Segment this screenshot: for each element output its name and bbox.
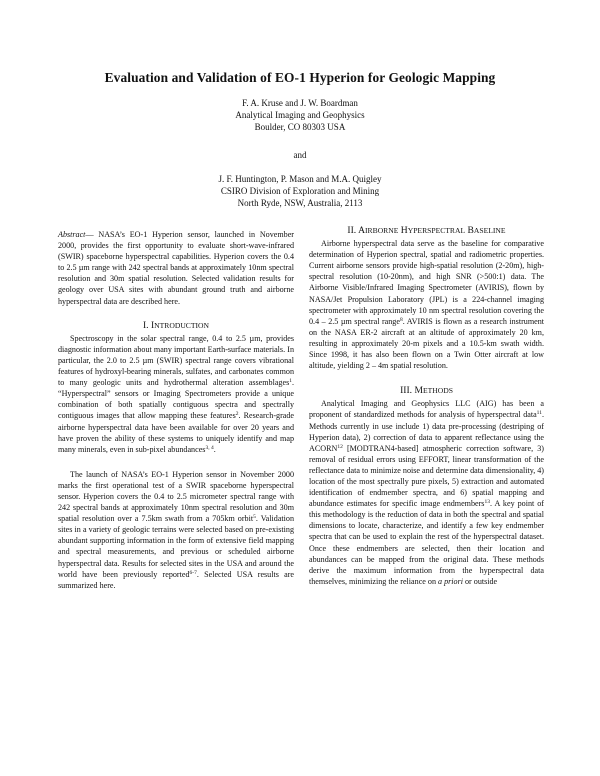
author-affiliation: Analytical Imaging and Geophysics — [235, 110, 365, 120]
abstract — [58, 229, 294, 307]
section-heading-airborne-baseline: II. AIRBORNE HYPERSPECTRAL BASELINE — [347, 225, 506, 236]
author-address: Boulder, CO 80303 USA — [254, 122, 346, 132]
abstract-label: Abstract — [58, 230, 86, 239]
introduction-paragraph-1: Spectroscopy in the solar spectral range, 0.4 to 2.5 µm, provides diagnostic information about many important Earth-surface materials. In particular, the 2.0 to 2.5 µm (SWIR) spectral range covers vibrational features of hydroxyl-bearing minerals, sulfates, and carbonates common to many geologic units and hydrothermal alteration assemblages$^1$. “Hyperspectral” sensors or Imaging Spectrometers provide a unique combination of both spatially contiguous spectra and spectrally contiguous images that allow mapping these features$^2$. Research-grade airborne hyperspectral data have been available for over 20 years and have proven the ability of these systems to uniquely identify and map many minerals, even in sub-pixel abundances$^{3, 4}$. — [58, 333, 294, 454]
author-block-1 — [0, 97, 600, 133]
author-names: J. F. Huntington, P. Mason and M.A. Quigley — [218, 174, 382, 184]
airborne-paragraph-1: Airborne hyperspectral data serve as the baseline for comparative determination of Hyperion spectral, spatial and radiometric properties. Current airborne sensors provide high-spatial resolution (2-20m), high-spectral resolution (10-20nm), and high SNR (>500:1) data. The Airborne Visible/Infrared Imaging Spectrometer (AVIRIS), flown by NASA/Jet Propulsion Laboratory (JPL) is a 224-channel imaging spectrometer with approximately 10 nm spectral resolution covering the 0.4 – 2.5 µm spectral range$^8$. AVIRIS is flown as a research instrument on the NASA ER-2 aircraft at an altitude of approximately 20 km, resulting in approximately 20-m pixels and a 10.5-km swath width. Since 1998, it has also been flown on a Twin Otter aircraft at low altitude, yielding 2 – 4m spatial resolution. — [309, 239, 544, 371]
introduction-paragraph-2: The launch of NASA’s EO-1 Hyperion sensor in November 2000 marks the first operational test of a SWIR spaceborne hyperspectral sensor. Hyperion covers the 0.4 to 2.5 micrometer spectral range with 242 spectral bands at approximately 10nm spectral resolution and 30m spatial resolution over a 7.5km swath from a 705km orbit$^5$. Validation sites in a variety of geologic terrains were selected based on pre-existing abundant supporting information in the form of extensive field mapping and spectral measurements, and previous or scheduled airborne hyperspectral data. Results for selected sites in the USA and around the world have been previously reported$^{6-7}$. Selected USA results are summarized here. — [58, 469, 295, 590]
author-block-2 — [0, 173, 600, 209]
author-conjunction: and — [293, 150, 307, 160]
left-column — [58, 229, 294, 591]
author-affiliation: CSIRO Division of Exploration and Mining — [220, 186, 380, 196]
section-heading-methods: III. METHODS — [400, 385, 453, 397]
section-heading-introduction: I. INTRODUCTION — [142, 319, 210, 331]
methods-paragraph-1: Analytical Imaging and Geophysics LLC (AIG) has been a proponent of standardized methods for analysis of hyperspectral data$^{11}$. Methods currently in use include 1) data pre-processing (destriping of Hyperion data), 2) correction of data to apparent reflectance using the ACORN$^{12}$ [MODTRAN4-based] atmospheric correction software, 3) removal of residual errors using EFFORT, linear transformation of the reflectance data to minimize noise and determine data dimensionality, 4) location of the most spectrally pure pixels, 5) extraction and automated identification of endmember spectra, and 6) spatial mapping and abundance estimates for specific image endmembers$^{13}$. A key point of this methodology is the reduction of data in both the spectral and spatial dimensions to locate, characterize, and identify a few key endmember spectra that can be used to explain the rest of the hyperspectral dataset. Once these endmembers are selected, then their location and abundances can be mapped from the original data. These methods derive the maximum information from the hyperspectral data themselves, minimizing the reliance on a priori or outside — [309, 399, 545, 586]
abstract-text: — NASA’s EO-1 Hyperion sensor, launched in November 2000, provides the first opportunity to evaluate short-wave-infrared (SWIR) spaceborne hyperspectral capabilities. Hyperion covers the 0.4 to 2.5 µm range with 242 spectral bands at approximately 10nm spectral resolution and 30m spatial resolution. Selected validation results for geology over USA sites with abundant ground truth and airborne hyperspectral data are described here. — [58, 230, 294, 306]
author-names: F. A. Kruse and J. W. Boardman — [242, 98, 358, 108]
author-address: North Ryde, NSW, Australia, 2113 — [237, 198, 363, 208]
paper-title: Evaluation and Validation of EO-1 Hyperion for Geologic Mapping — [104, 70, 496, 85]
right-column — [309, 225, 544, 587]
